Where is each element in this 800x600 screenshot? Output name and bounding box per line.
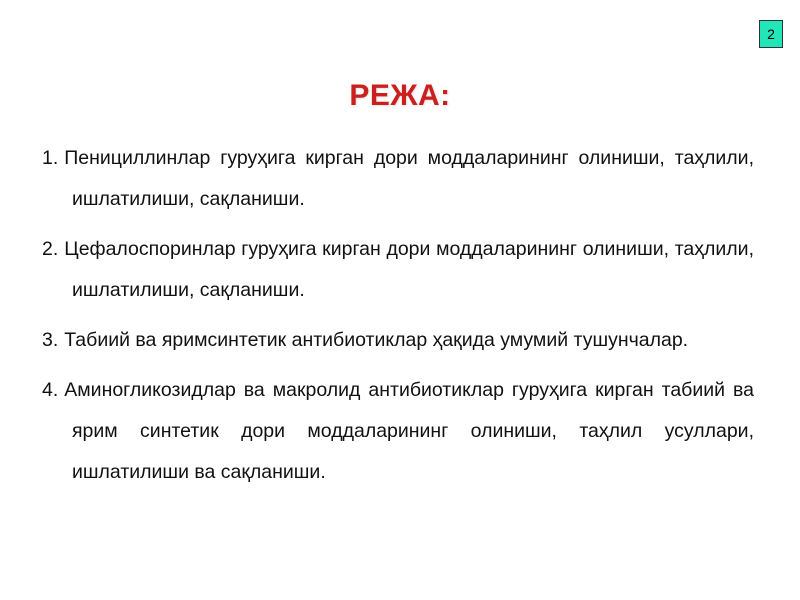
plan-item-2 — [42, 229, 754, 311]
plan-item-1 — [42, 138, 754, 220]
plan-list — [42, 138, 754, 502]
plan-item-number: 1. — [42, 147, 59, 169]
page-number-badge: 2 — [759, 20, 783, 48]
plan-item-body — [42, 320, 754, 361]
plan-item-number: 2. — [42, 238, 59, 260]
plan-item-body — [42, 370, 754, 493]
plan-item-body — [42, 229, 754, 311]
plan-item-text: Пенициллинлар гуруҳига кирган дори моддаларининг олиниши, таҳлили, ишлатилиши, сақланиши. — [64, 147, 754, 210]
plan-item-3 — [42, 320, 754, 361]
plan-item-text: Цефалоспоринлар гуруҳига кирган дори моддаларининг олиниши, таҳлили, ишлатилиши, сақланиши. — [64, 238, 754, 301]
plan-item-4 — [42, 370, 754, 493]
plan-item-number: 3. — [42, 329, 59, 351]
page-title: РЕЖА: — [349, 79, 451, 112]
plan-item-text: Аминогликозидлар ва макролид антибиотиклар гуруҳига кирган табиий ва ярим синтетик дори моддаларининг олиниши, таҳлил усуллари, ишлатилиши ва сақланиши. — [64, 379, 754, 483]
plan-item-number: 4. — [42, 379, 59, 401]
plan-item-body — [42, 138, 754, 220]
plan-item-text: Табиий ва яримсинтетик антибиотиклар ҳақида умумий тушунчалар. — [64, 329, 689, 351]
